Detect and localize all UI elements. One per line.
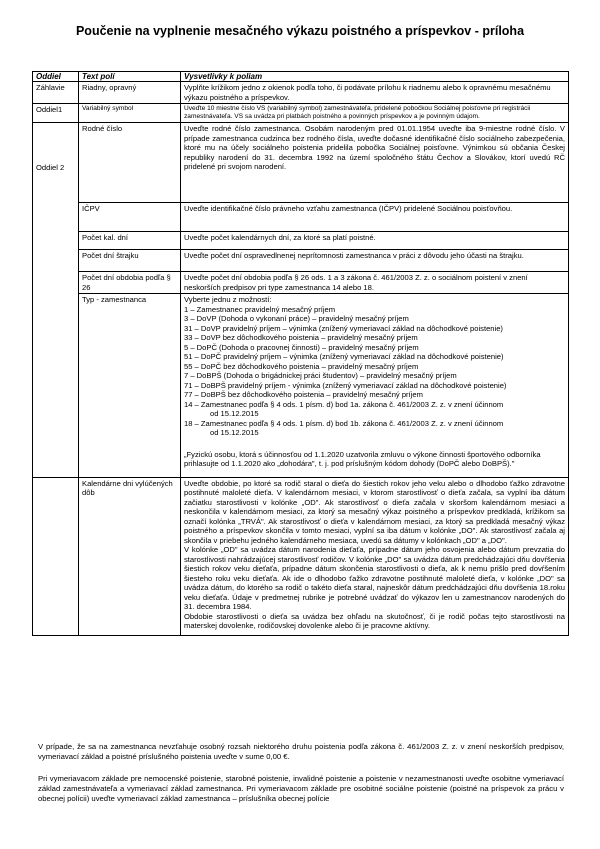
header-text-poli: Text polí xyxy=(79,72,181,82)
row-text: Uveďte počet kalendárnych dní, za ktoré sa platí poistné. xyxy=(181,232,569,250)
list-item: 51 – DoPČ pravidelný príjem – výnimka (znížený vymeriavací základ na dôchodkové poistenie) xyxy=(184,352,504,361)
row-field: Rodné číslo xyxy=(79,123,181,203)
table-row xyxy=(33,272,569,294)
row-field: Riadny, opravný xyxy=(79,82,181,104)
row-text: Uveďte identifikačné číslo právneho vzťahu zamestnanca (IČPV) pridelené Sociálnou poisťovňou. xyxy=(181,203,569,232)
table-header-row xyxy=(33,72,569,82)
row-text: Vyplňte krížikom jedno z okienok podľa toho, či podávate prílohu k riadnemu alebo k opravnému mesačnému výkazu poistného a príspevkov. xyxy=(181,82,569,104)
list-item-cont: od 15.12.2015 xyxy=(210,428,259,437)
table-row xyxy=(33,123,569,203)
row-text: Uveďte počet dní ospravedlnenej neprítomnosti zamestnanca v práci z dôvodu jeho účasti na štrajku. xyxy=(181,250,569,272)
typ-intro: Vyberte jednu z možností: xyxy=(184,295,272,304)
page-title: Poučenie na vyplnenie mesačného výkazu poistného a príspevkov - príloha xyxy=(75,24,525,38)
row-text: Uveďte počet dní obdobia podľa § 26 ods. 1 a 3 zákona č. 461/2003 Z. z. o sociálnom poistení v znení neskorších predpisov pri type zamestnanca 14 alebo 18. xyxy=(181,272,569,294)
list-item: 31 – DoVP pravidelný príjem – výnimka (znížený vymeriavací základ na dôchodkové poistenie) xyxy=(184,323,503,333)
row-field: Počet dní obdobia podľa § 26 xyxy=(79,272,181,294)
row-field: Počet dní štrajku xyxy=(79,250,181,272)
table-row xyxy=(33,203,569,232)
table-row xyxy=(33,477,569,635)
typ-list xyxy=(181,294,569,478)
list-item: 55 – DoPČ bez dôchodkového poistenia – pravidelný mesačný príjem xyxy=(184,361,419,371)
header-oddiel: Oddiel xyxy=(33,72,79,82)
kalendarne-p2: V kolónke „OD" sa uvádza dátum narodenia dieťaťa, prípadne dátum jeho osvojenia alebo dátum prevzatia do starostlivosti nahrádzajúcej starostlivosť rodičov. V kolónke „DO" sa uvádza dátum predchádzajúci dňu dovŕšenia šiestich rokov veku dieťaťa, prípadne dátum skončenia starostlivosti o dieťa, ak k nemu prišlo pred dovŕšením šiesteho roku veku dieťaťa. Ak ide o dlhodobo ťažko zdravotne postihnuté maloleté dieťa, v kolónke „DO" sa uvádza dátum, do ktorého sa rodič o takéto dieťa staral, najneskôr dátum predchádzajúci dňu dovŕšenia 18.roku veku dieťaťa. Údaje v predmetnej rubrike je potrebné uvádzať do výkazov len u zamestnancov narodených do 31. decembra 1984. xyxy=(184,545,565,611)
row-oddiel: Oddiel1 xyxy=(33,104,79,123)
row-text xyxy=(181,477,569,635)
header-vysvetlivky: Vysvetlivky k poliam xyxy=(181,72,569,82)
row-text: Uveďte 10 miestne číslo VS (variabilný symbol) zamestnávateľa, pridelené pobočkou Sociálnej poisťovne pri registrácii zamestnávateľa. VS sa uvádza pri platbách poistného a povinných príspevkov a je povinným údajom. xyxy=(181,104,569,123)
instructions-table xyxy=(32,71,569,636)
list-item: 77 – DoBPŠ bez dôchodkového poistenia – pravidelný mesačný príjem xyxy=(184,390,423,399)
row-field: IČPV xyxy=(79,203,181,232)
kalendarne-p1: Uveďte obdobie, po ktoré sa rodič staral o dieťa do šiestich rokov jeho veku alebo o dlhodobo ťažko zdravotne postihnuté maloleté dieťa. V kalendárnom mesiaci, v ktorom starostlivosť o dieťa začala, sa vyplní iba dátum začiatku starostlivosti v kolónke „OD". Ak starostlivosť o dieťa začala v skoršom kalendárnom mesiaci a neskončila v kalendárnom mesiaci, za ktorý sa mesačný výkaz poistného a príspevkov predkladá, krížikom sa označí kolónka „TRVÁ". Ak starostlivosť o dieťa v kalendárnom mesiaci, za ktorý sa predkladá mesačný výkaz poistného a príspevkov skončila v tomto mesiaci, vyplní sa iba dátum v kolónke „DO". Ak starostlivosť začala aj skončila v priebehu jedného kalendárneho mesiaca, uvedú sa dátumy v kolónkach „OD" a „DO". xyxy=(184,478,565,545)
list-item: 5 – DoPČ (Dohoda o pracovnej činnosti) – pravidelný mesačný príjem xyxy=(184,342,419,352)
row-field: Kalendárne dni vylúčených dôb xyxy=(79,477,181,635)
list-item: 33 – DoVP bez dôchodkového poistenia – pravidelný mesačný príjem xyxy=(184,333,418,342)
list-item: 71 – DoBPŠ pravidelný príjem - výnimka (znížený vymeriavací základ na dôchodkové poistenie) xyxy=(184,380,507,390)
typ-note: „Fyzickú osobu, ktorá s účinnosťou od 1.1.2020 uzatvorila zmluvu o výkone činnosti športového odborníka prihlasujte od 1.1.2020 ako „dohodára", t. j. pod príslušným kódom dohody (DoPČ alebo DoBPŠ)." xyxy=(184,449,541,468)
table-row xyxy=(33,104,569,123)
row-oddiel: Oddiel 2 xyxy=(33,123,79,478)
footer-paragraph-2: Pri vymeriavacom základe pre nemocenské poistenie, starobné poistenie, invalidné poistenie a poistenie v nezamestnanosti uveďte osobitne vymeriavací základ zamestnávateľa a vymeriavací základ zamestnanca. Pri vymeriavacom základe pre osobitné sociálne poistenie (poistné na príspevok za prácu v obecnej polícii) uveďte vymeriavací základ zamestnanca – príslušníka obecnej polície xyxy=(38,774,564,803)
row-oddiel-empty xyxy=(33,477,79,635)
row-field: Typ - zamestnanca xyxy=(79,294,181,478)
footer-paragraph-1: V prípade, že sa na zamestnanca nevzťahuje osobný rozsah niektorého druhu poistenia podľa zákona č. 461/2003 Z. z. v znení neskorších predpisov, vymeriavací základ a poistné príslušného poistenia uveďte v sume 0,00 €. xyxy=(38,742,564,761)
row-field: Variabilný symbol xyxy=(79,104,181,123)
list-item: 7 – DoBPŠ (Dohoda o brigádnickej práci študentov) – pravidelný mesačný príjem xyxy=(184,371,457,380)
list-item: 14 – Zamestnanec podľa § 4 ods. 1 písm. d) bod 1a. zákona č. 461/2003 Z. z. v znení účinnom xyxy=(184,399,504,409)
list-item: 3 – DoVP (Dohoda o vykonaní práce) – pravidelný mesačný príjem xyxy=(184,314,409,323)
list-item-cont: od 15.12.2015 xyxy=(210,409,259,418)
row-text: Uveďte rodné číslo zamestnanca. Osobám narodeným pred 01.01.1954 uveďte iba 9-miestne rodné číslo. V prípade zamestnanca cudzinca bez rodného čísla, uveďte dočasné identifikačné číslo sociálneho zabezpečenia, ktoré mu na účely sociálneho poistenia pridelila pobočka Sociálnej poisťovne. Výnimkou sú občania Českej republiky narodení do 31. decembra 1992 na území spoločného štátu Čechov a Slovákov, ktorí uvedú RČ pridelené pri svojom narodení. xyxy=(181,123,569,203)
table-row xyxy=(33,82,569,104)
list-item: 1 – Zamestnanec pravidelný mesačný príjem xyxy=(184,304,336,314)
kalendarne-p3: Obdobie starostlivosti o dieťa sa uvádza bez ohľadu na skutočnosť, či je rodič počas tejto starostlivosti na materskej dovolenke, rodičovskej dovolenke alebo či je pracovne aktívny. xyxy=(184,611,565,630)
table-row xyxy=(33,250,569,272)
row-oddiel: Záhlavie xyxy=(33,82,79,104)
row-field: Počet kal. dní xyxy=(79,232,181,250)
table-row xyxy=(33,294,569,478)
list-item: 18 – Zamestnanec podľa § 4 ods. 1 písm. d) bod 1b. zákona č. 461/2003 Z. z. v znení účinnom xyxy=(184,418,504,428)
table-row xyxy=(33,232,569,250)
